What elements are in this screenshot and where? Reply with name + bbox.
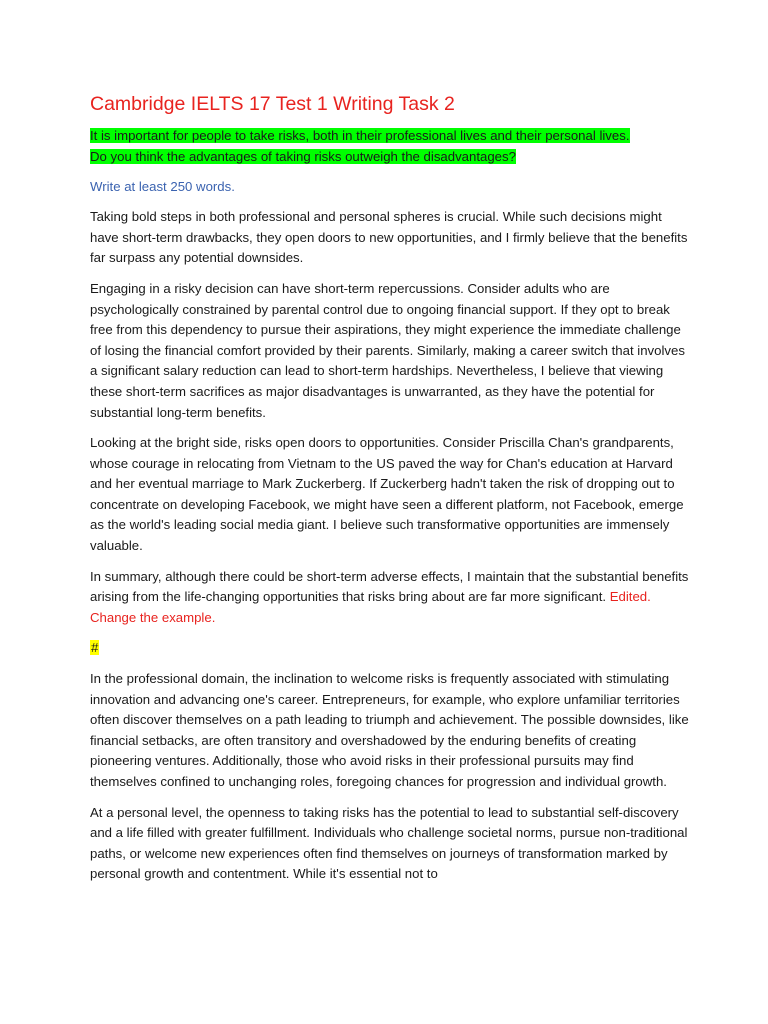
prompt-line-1: It is important for people to take risks, both in their professional lives and their personal lives. <box>90 128 630 144</box>
task-prompt <box>90 126 690 167</box>
document-page <box>90 92 690 895</box>
conclusion-text: In summary, although there could be short-term adverse effects, I maintain that the substantial benefits arising from the life-changing opportunities that risks bring about are far more significant. <box>90 568 689 605</box>
essay-paragraph-alt-1: In the professional domain, the inclination to welcome risks is frequently associated with stimulating innovation and advancing one's career. Entrepreneurs, for example, who explore unfamiliar territories often discover themselves on a path leading to triumph and achievement. The possible downsides, like financial setbacks, are often transitory and overshadowed by the enduring benefits of creating pioneering ventures. Additionally, those who avoid risks in their professional pursuits may find themselves confined to unchanging roles, foregoing chances for progression and individual growth. <box>90 671 689 789</box>
essay-paragraph-body-1: Engaging in a risky decision can have short-term repercussions. Consider adults who are psychologically constrained by parental control due to ongoing financial support. If they opt to break free from this dependency to pursue their aspirations, they might experience the immediate challenge of losing the financial comfort provided by their parents. Similarly, making a career switch that involves a significant salary reduction can lead to short-term hardships. Nevertheless, I believe that viewing these short-term sacrifices as major disadvantages is unwarranted, as they have the potential for substantial long-term benefits. <box>90 280 685 420</box>
edit-note: Edited. Change the example. <box>90 589 651 625</box>
essay-paragraph-intro: Taking bold steps in both professional and personal spheres is crucial. While such decisions might have short-term drawbacks, they open doors to new opportunities, and I firmly believe that the benefits far surpass any potential downsides. <box>90 209 688 266</box>
essay-paragraph-alt-2: At a personal level, the openness to taking risks has the potential to lead to substantial self-discovery and a life filled with greater fulfillment. Individuals who challenge societal norms, pursue non-traditional paths, or welcome new experiences often find themselves on journeys of transformation marked by personal growth and contentment. While it's essential not to <box>90 804 688 882</box>
separator-line <box>90 638 690 659</box>
prompt-line-2: Do you think the advantages of taking risks outweigh the disadvantages? <box>90 148 516 164</box>
essay-paragraph-body-2: Looking at the bright side, risks open doors to opportunities. Consider Priscilla Chan's grandparents, whose courage in relocating from Vietnam to the US paved the way for Chan's education at Harvard and her eventual marriage to Mark Zuckerberg. If Zuckerberg hadn't taken the risk of dropping out to concentrate on developing Facebook, we might have seen a different platform, not Facebook, emerge as the world's leading social media giant. I believe such transformative opportunities are immensely valuable. <box>90 435 684 554</box>
document-title: Cambridge IELTS 17 Test 1 Writing Task 2 <box>90 93 455 115</box>
essay-paragraph-conclusion <box>90 567 690 629</box>
word-count-instruction: Write at least 250 words. <box>90 178 235 194</box>
separator-mark: # <box>91 640 99 656</box>
